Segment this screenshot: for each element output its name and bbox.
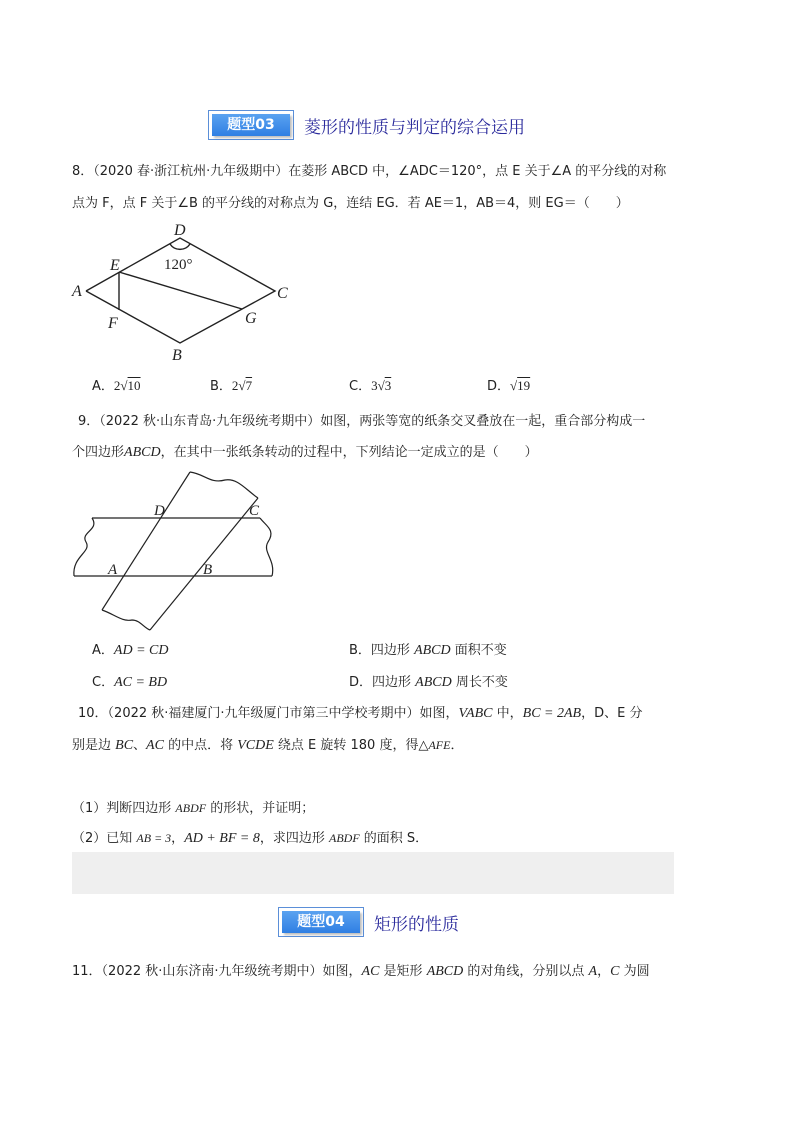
q9-option-b-letter: B． <box>349 643 371 658</box>
q9-option-b-post: 面积不变 <box>450 643 507 658</box>
q10-line2-mid: 的中点．将 <box>163 738 238 753</box>
q9-text-line1: 9．（2022 秋·山东青岛·九年级统考期中）如图，两张等宽的纸条交叉叠放在一起，重合部分构成一 <box>78 414 646 429</box>
q10-line2-sep: 、 <box>133 738 147 753</box>
q10-line1-mid: 中， <box>492 706 523 721</box>
q8-option-b-coef: 2 <box>231 378 239 393</box>
section-04-title: 矩形的性质 <box>374 914 459 935</box>
q10-line2-math2: AC <box>146 738 164 753</box>
q8-label-a: A <box>72 283 82 300</box>
q8-option-a-radicand: 10 <box>127 378 141 393</box>
q8-option-c-coef: 3 <box>371 378 378 393</box>
q9-option-a-letter: A． <box>92 643 114 658</box>
q8-option-c-radical-sign: √ <box>377 378 385 393</box>
q10-sub2-sep: ， <box>171 831 185 846</box>
q9-strip2-left-edge <box>102 472 190 610</box>
q8-option-d-radicand: 19 <box>517 378 531 393</box>
q10-line2-pre: 别是边 <box>72 738 116 753</box>
q8-label-d: D <box>174 222 186 239</box>
q9-option-b-pre: 四边形 <box>370 643 415 658</box>
q10-text-line1 <box>78 704 642 724</box>
q8-option-d-letter: D． <box>487 379 511 394</box>
q10-line1-post: ，D、E 分 <box>581 706 643 721</box>
q10-sub2-post: 的面积 S． <box>359 831 429 846</box>
q8-option-b-radical-sign: √ <box>238 378 246 393</box>
q11-line1-mid: 是矩形 <box>379 964 427 979</box>
q8-option-c-letter: C． <box>349 379 372 394</box>
q8-text-line1: 8．（2020 春·浙江杭州·九年级期中）在菱形 ABCD 中，∠ADC＝120°，点 E 关于∠A 的平分线的对称 <box>72 164 667 179</box>
q11-line1-sep: ， <box>597 964 611 979</box>
q9-line2-post: ，在其中一张纸条转动的过程中，下列结论一定成立的是（ ） <box>160 445 538 460</box>
q9-option-d <box>349 673 508 693</box>
q9-option-d-letter: D． <box>349 675 373 690</box>
section-03-tag: 题型03 <box>212 114 290 136</box>
q9-line2-pre: 个四边形 <box>72 445 125 460</box>
q11-line1-post: 为圆 <box>619 964 650 979</box>
q11-line1-mid2: 的对角线，分别以点 <box>463 964 589 979</box>
q8-label-angle: 120° <box>164 257 193 273</box>
q10-sub1-post: 的形状，并证明； <box>206 801 315 816</box>
q10-line1-pre: 10．（2022 秋·福建厦门·九年级厦门市第三中学校考期中）如图， <box>78 706 459 721</box>
q10-sub1-pre: （1）判断四边形 <box>72 801 176 816</box>
q10-line2-math3: VCDE <box>237 738 274 753</box>
q8-label-f: F <box>108 315 118 332</box>
q9-strip2-top-torn-edge <box>190 472 258 498</box>
q8-option-a-radical-sign: √ <box>120 378 128 393</box>
q8-label-e: E <box>110 257 120 274</box>
q8-label-c: C <box>277 285 288 302</box>
q8-segment-eg <box>119 272 242 309</box>
q10-line1-math2: BC = 2AB <box>522 706 582 721</box>
section-04-tag: 题型04 <box>282 911 360 933</box>
q8-option-c <box>349 376 391 397</box>
q10-line2-post: ． <box>450 738 464 753</box>
answer-area <box>72 852 674 894</box>
q9-option-c-math: AC = BD <box>114 675 168 690</box>
q9-option-d-post: 周长不变 <box>451 675 508 690</box>
q10-subquestion-2 <box>72 828 428 849</box>
q9-option-b-math: ABCD <box>414 643 451 658</box>
q8-option-c-radicand: 3 <box>384 378 392 393</box>
q8-option-a-letter: A． <box>92 379 114 394</box>
section-03-title: 菱形的性质与判定的综合运用 <box>304 117 525 138</box>
q8-option-d <box>487 376 530 397</box>
q10-line2-math4: AFE <box>428 738 451 752</box>
q11-line1-math1: AC <box>361 964 380 979</box>
q10-sub1-math: ABDF <box>175 801 207 815</box>
q9-label-d: D <box>154 503 165 519</box>
q9-strip2-bottom-torn-edge <box>102 610 150 630</box>
q9-option-a-math: AD = CD <box>113 643 169 658</box>
q11-text-line1 <box>72 962 650 982</box>
q10-sub2-math3: ABDF <box>329 831 360 845</box>
q11-line1-math3: A <box>588 964 598 979</box>
section-04-badge <box>278 907 364 937</box>
q9-paper-strips-figure <box>70 470 276 635</box>
q9-label-a: A <box>108 562 118 578</box>
q8-option-a-coef: 2 <box>113 378 121 393</box>
q10-text-line2 <box>72 735 463 756</box>
q8-option-d-radical-sign: √ <box>510 378 518 393</box>
q8-text-line2: 点为 F，点 F 关于∠B 的平分线的对称点为 G，连结 EG．若 AE＝1，AB＝4，则 EG＝（ ） <box>72 196 629 211</box>
q9-option-c-letter: C． <box>92 675 115 690</box>
q11-line1-math2: ABCD <box>426 964 464 979</box>
q9-option-c <box>92 673 167 693</box>
q9-option-b <box>349 641 507 661</box>
q9-text-line2 <box>72 443 538 463</box>
q9-label-c: C <box>249 503 260 519</box>
q9-option-d-math: ABCD <box>415 675 452 690</box>
q8-option-b <box>210 376 252 397</box>
q8-option-b-letter: B． <box>210 379 232 394</box>
q9-line2-var: ABCD <box>124 445 161 460</box>
section-03-badge <box>208 110 294 140</box>
q10-line1-math1: VABC <box>458 706 493 721</box>
q8-label-g: G <box>245 310 257 327</box>
section-04-header <box>278 907 459 937</box>
q9-strip1-right-torn-edge <box>260 518 273 576</box>
q9-option-a <box>92 641 168 661</box>
q8-option-a <box>92 376 141 397</box>
q9-label-b: B <box>203 562 213 578</box>
q10-sub2-pre: （2）已知 <box>72 831 137 846</box>
q10-sub2-mid: ，求四边形 <box>259 831 329 846</box>
q10-subquestion-1 <box>72 798 314 819</box>
q8-option-b-radicand: 7 <box>245 378 253 393</box>
q10-line2-mid2: 绕点 E 旋转 180 度，得△ <box>273 738 429 753</box>
q8-angle-arc <box>170 244 190 249</box>
q10-line2-math1: BC <box>115 738 134 753</box>
q8-label-b: B <box>172 347 182 364</box>
q11-line1-pre: 11．（2022 秋·山东济南·九年级统考期中）如图， <box>72 964 362 979</box>
q10-sub2-math2: AD + BF = 8 <box>184 831 260 846</box>
q8-rhombus-figure <box>70 218 300 368</box>
q9-strip1-left-torn-edge <box>74 518 94 576</box>
q10-sub2-math1: AB = 3 <box>136 831 172 845</box>
section-03-header <box>208 110 525 140</box>
q11-line1-math4: C <box>610 964 620 979</box>
q9-option-d-pre: 四边形 <box>372 675 416 690</box>
